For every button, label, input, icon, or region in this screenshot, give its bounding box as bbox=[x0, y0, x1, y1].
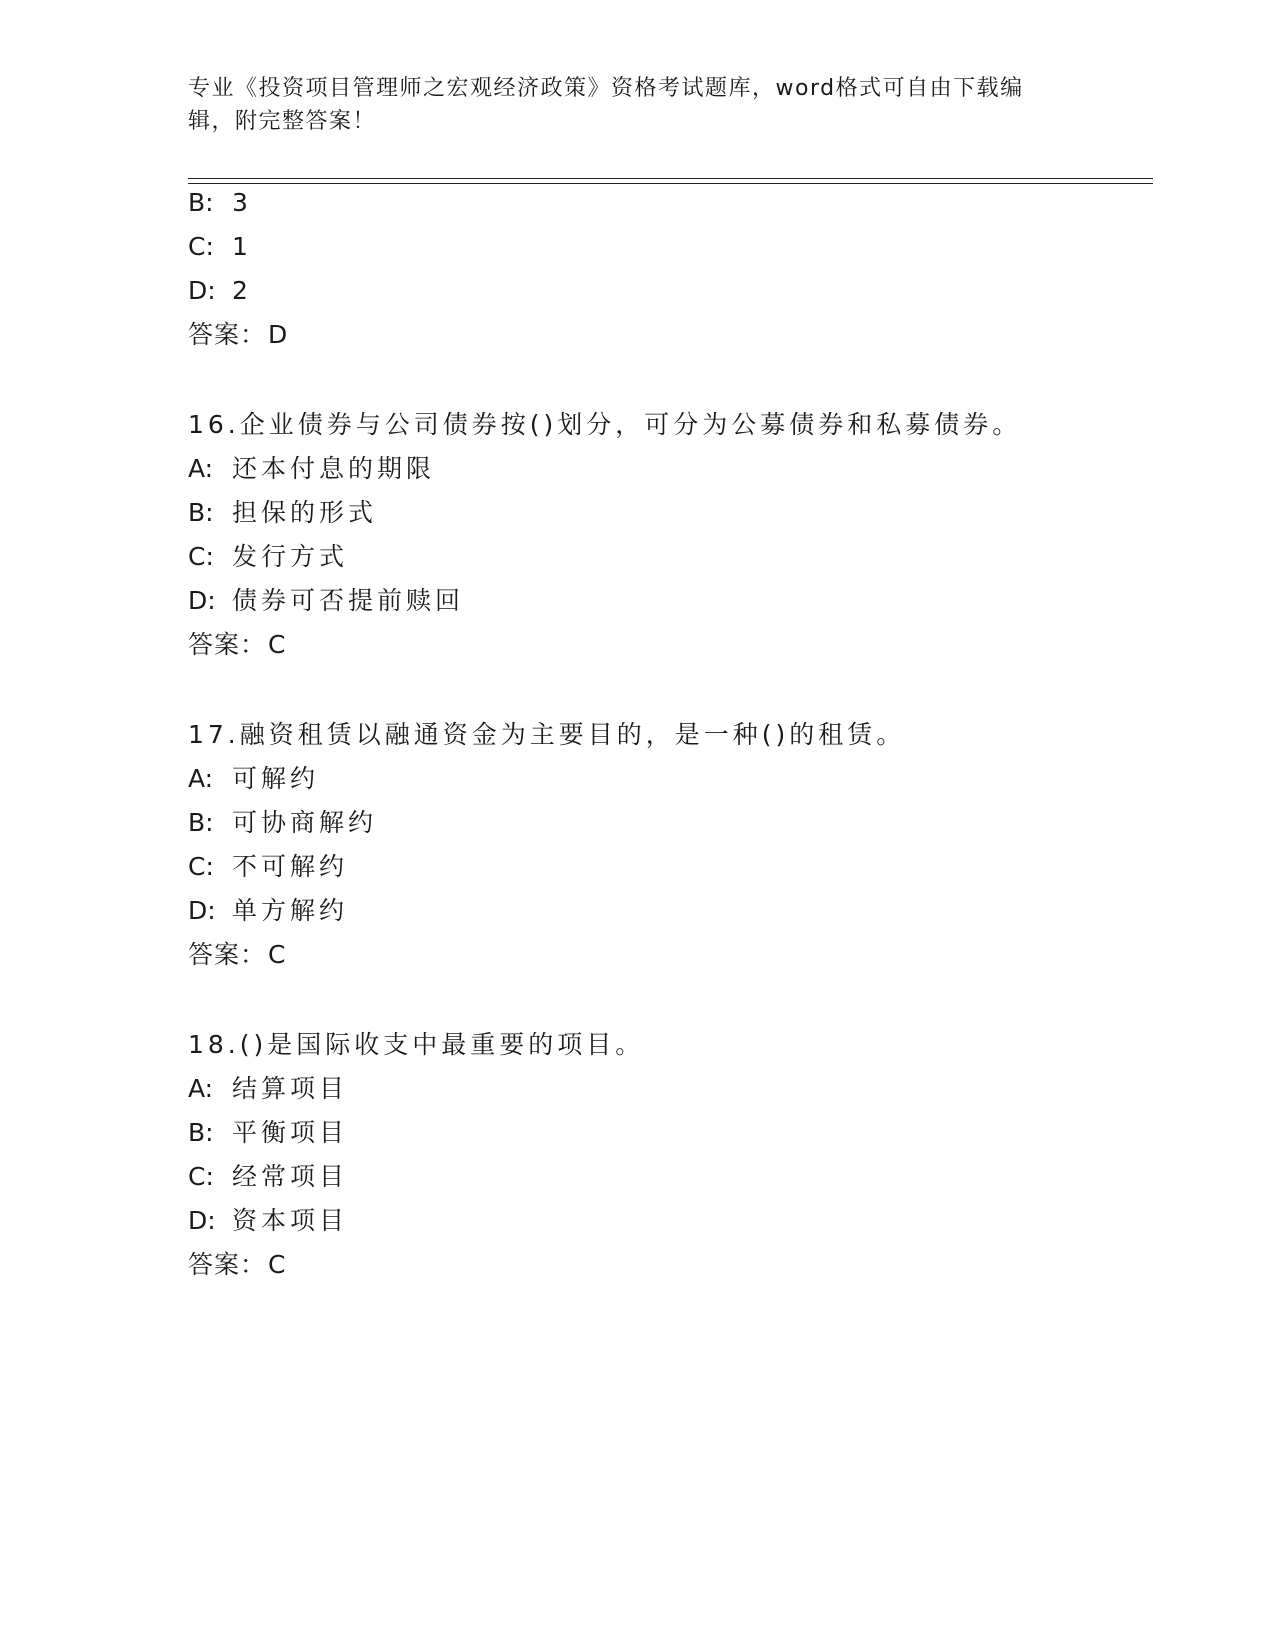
option-c bbox=[188, 1162, 348, 1192]
option-a bbox=[188, 1074, 348, 1104]
answer-value: C bbox=[268, 630, 287, 659]
option-key: B: bbox=[188, 498, 214, 527]
option-key: D: bbox=[188, 586, 216, 615]
option-d bbox=[188, 896, 348, 926]
option-key: B: bbox=[188, 188, 214, 217]
answer-label: 答案： bbox=[188, 320, 267, 349]
document-header bbox=[188, 72, 1068, 138]
option-text: 2 bbox=[232, 276, 252, 305]
option-key: C: bbox=[188, 232, 214, 261]
option-text: 经常项目 bbox=[232, 1162, 349, 1191]
option-key: A: bbox=[188, 764, 214, 793]
answer-value: D bbox=[268, 320, 289, 349]
option-text: 平衡项目 bbox=[232, 1118, 349, 1147]
option-text: 3 bbox=[232, 188, 252, 217]
option-key: A: bbox=[188, 1074, 214, 1103]
option-key: C: bbox=[188, 542, 214, 571]
header-line-2: 辑，附完整答案！ bbox=[188, 109, 377, 134]
option-text: 不可解约 bbox=[232, 852, 349, 881]
option-key: B: bbox=[188, 808, 214, 837]
answer-label: 答案： bbox=[188, 630, 267, 659]
answer-value: C bbox=[268, 940, 287, 969]
option-a bbox=[188, 764, 319, 794]
option-key: C: bbox=[188, 852, 214, 881]
option-key: A: bbox=[188, 454, 214, 483]
option-d bbox=[188, 276, 252, 306]
option-text: 单方解约 bbox=[232, 896, 349, 925]
option-b bbox=[188, 808, 377, 838]
option-key: C: bbox=[188, 1162, 214, 1191]
option-text: 可协商解约 bbox=[232, 808, 378, 837]
answer-value: C bbox=[268, 1250, 287, 1279]
option-key: D: bbox=[188, 1206, 216, 1235]
header-line-1: 专业《投资项目管理师之宏观经济政策》资格考试题库，word格式可自由下载编 bbox=[188, 76, 1024, 101]
option-text: 可解约 bbox=[232, 764, 320, 793]
option-text: 资本项目 bbox=[232, 1206, 349, 1235]
option-text: 1 bbox=[232, 232, 252, 261]
option-text: 债券可否提前赎回 bbox=[232, 586, 465, 615]
option-text: 担保的形式 bbox=[232, 498, 378, 527]
option-key: D: bbox=[188, 276, 216, 305]
option-d bbox=[188, 586, 464, 616]
answer-line bbox=[188, 940, 286, 970]
option-key: B: bbox=[188, 1118, 214, 1147]
option-c bbox=[188, 542, 348, 572]
option-c bbox=[188, 852, 348, 882]
question-stem: 16.企业债券与公司债券按()划分，可分为公募债券和私募债券。 bbox=[188, 410, 1022, 439]
answer-line bbox=[188, 320, 288, 350]
option-d bbox=[188, 1206, 348, 1236]
option-text: 发行方式 bbox=[232, 542, 349, 571]
option-text: 结算项目 bbox=[232, 1074, 349, 1103]
answer-line bbox=[188, 630, 286, 660]
question-stem: 17.融资租赁以融通资金为主要目的，是一种()的租赁。 bbox=[188, 720, 906, 749]
answer-label: 答案： bbox=[188, 940, 267, 969]
option-a bbox=[188, 454, 435, 484]
option-b bbox=[188, 498, 377, 528]
header-divider-top bbox=[188, 178, 1153, 179]
header-divider-bottom bbox=[188, 183, 1153, 184]
option-text: 还本付息的期限 bbox=[232, 454, 436, 483]
option-key: D: bbox=[188, 896, 216, 925]
option-b bbox=[188, 1118, 348, 1148]
answer-label: 答案： bbox=[188, 1250, 267, 1279]
option-c bbox=[188, 232, 252, 262]
answer-line bbox=[188, 1250, 286, 1280]
question-stem: 18.()是国际收支中最重要的项目。 bbox=[188, 1030, 645, 1059]
option-b bbox=[188, 188, 252, 218]
